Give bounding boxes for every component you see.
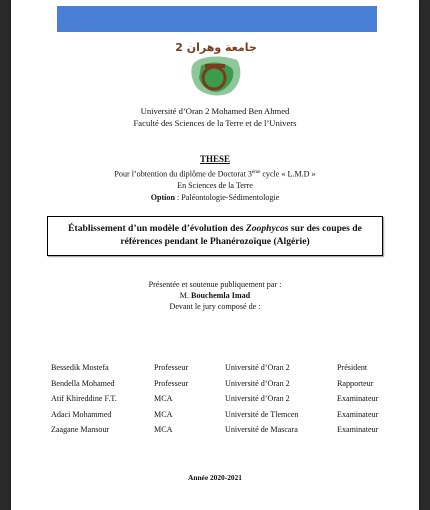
diploma-cycle: cycle « L.M.D » — [260, 169, 316, 179]
jury-role: Président — [337, 363, 368, 373]
jury-table — [51, 360, 378, 438]
author-prefix: M. — [179, 291, 192, 300]
jury-grade: MCA — [154, 425, 173, 435]
logo-arabic-text: جامعة وهران 2 — [175, 41, 257, 54]
author-name: Bouchemla Imad — [191, 291, 251, 300]
option-label: Option — [150, 192, 175, 202]
these-heading: THESE — [199, 154, 230, 164]
thesis-title-italic: Zoophycos — [245, 223, 289, 234]
jury-institution: Université d’Oran 2 — [225, 394, 290, 404]
jury-name: Adaci Mohammed — [51, 409, 112, 419]
table-row — [51, 391, 378, 407]
option-line — [11, 192, 419, 204]
presentation-info — [11, 279, 419, 312]
option-value: : Paléontologie-Sédimentologie — [174, 192, 280, 202]
jury-institution: Université d’Oran 2 — [225, 363, 290, 373]
thesis-title-part2: sur des coupes de références pendant le Phanérozoïque (Algérie) — [120, 223, 362, 247]
presented-line: Présentée et soutenue publiquement par : — [148, 280, 282, 289]
jury-grade: MCA — [154, 394, 173, 404]
jury-grade: Professeur — [154, 378, 189, 388]
table-row — [51, 360, 378, 376]
jury-institution: Université de Mascara — [225, 425, 298, 435]
jury-name: Bendella Mohamed — [51, 378, 115, 388]
thesis-title-box — [47, 216, 383, 256]
author-line — [11, 290, 419, 301]
jury-institution: Université d’Oran 2 — [225, 378, 290, 388]
jury-name: Bessedik Mostefa — [51, 363, 109, 373]
header-banner — [57, 6, 377, 32]
faculty-name: Faculté des Sciences de la Terre et de l’Univers — [133, 118, 297, 128]
table-row — [51, 376, 378, 392]
diploma-line — [11, 167, 419, 180]
jury-role: Examinateur — [337, 409, 379, 419]
thesis-title-part1: Établissement d’un modèle d’évolution des — [68, 223, 246, 234]
academic-year: Année 2020-2021 — [188, 473, 242, 482]
diploma-sup: ème — [251, 170, 261, 175]
jury-grade: Professeur — [154, 363, 189, 373]
science-line: En Sciences de la Terre — [177, 181, 253, 191]
university-name: Université d’Oran 2 Mohamed Ben Ahmed — [140, 106, 290, 116]
jury-role: Examinateur — [337, 394, 379, 404]
jury-grade: MCA — [154, 409, 173, 419]
university-logo — [175, 40, 257, 100]
diploma-info — [11, 167, 419, 203]
table-row — [51, 422, 378, 438]
table-row — [51, 407, 378, 423]
diploma-text: Pour l’obtention du diplôme de Doctorat 3 — [114, 169, 252, 179]
jury-name: Atif Khireddine F.T. — [51, 394, 117, 404]
logo-brown-bar — [205, 64, 225, 68]
jury-institution: Université de Tlemcen — [225, 409, 299, 419]
jury-name: Zaagane Mansour — [51, 425, 110, 435]
university-header — [11, 105, 419, 129]
jury-role: Rapporteur — [337, 378, 374, 388]
jury-role: Examinateur — [337, 425, 379, 435]
document-page — [11, 0, 419, 510]
jury-intro: Devant le jury composé de : — [169, 302, 261, 311]
